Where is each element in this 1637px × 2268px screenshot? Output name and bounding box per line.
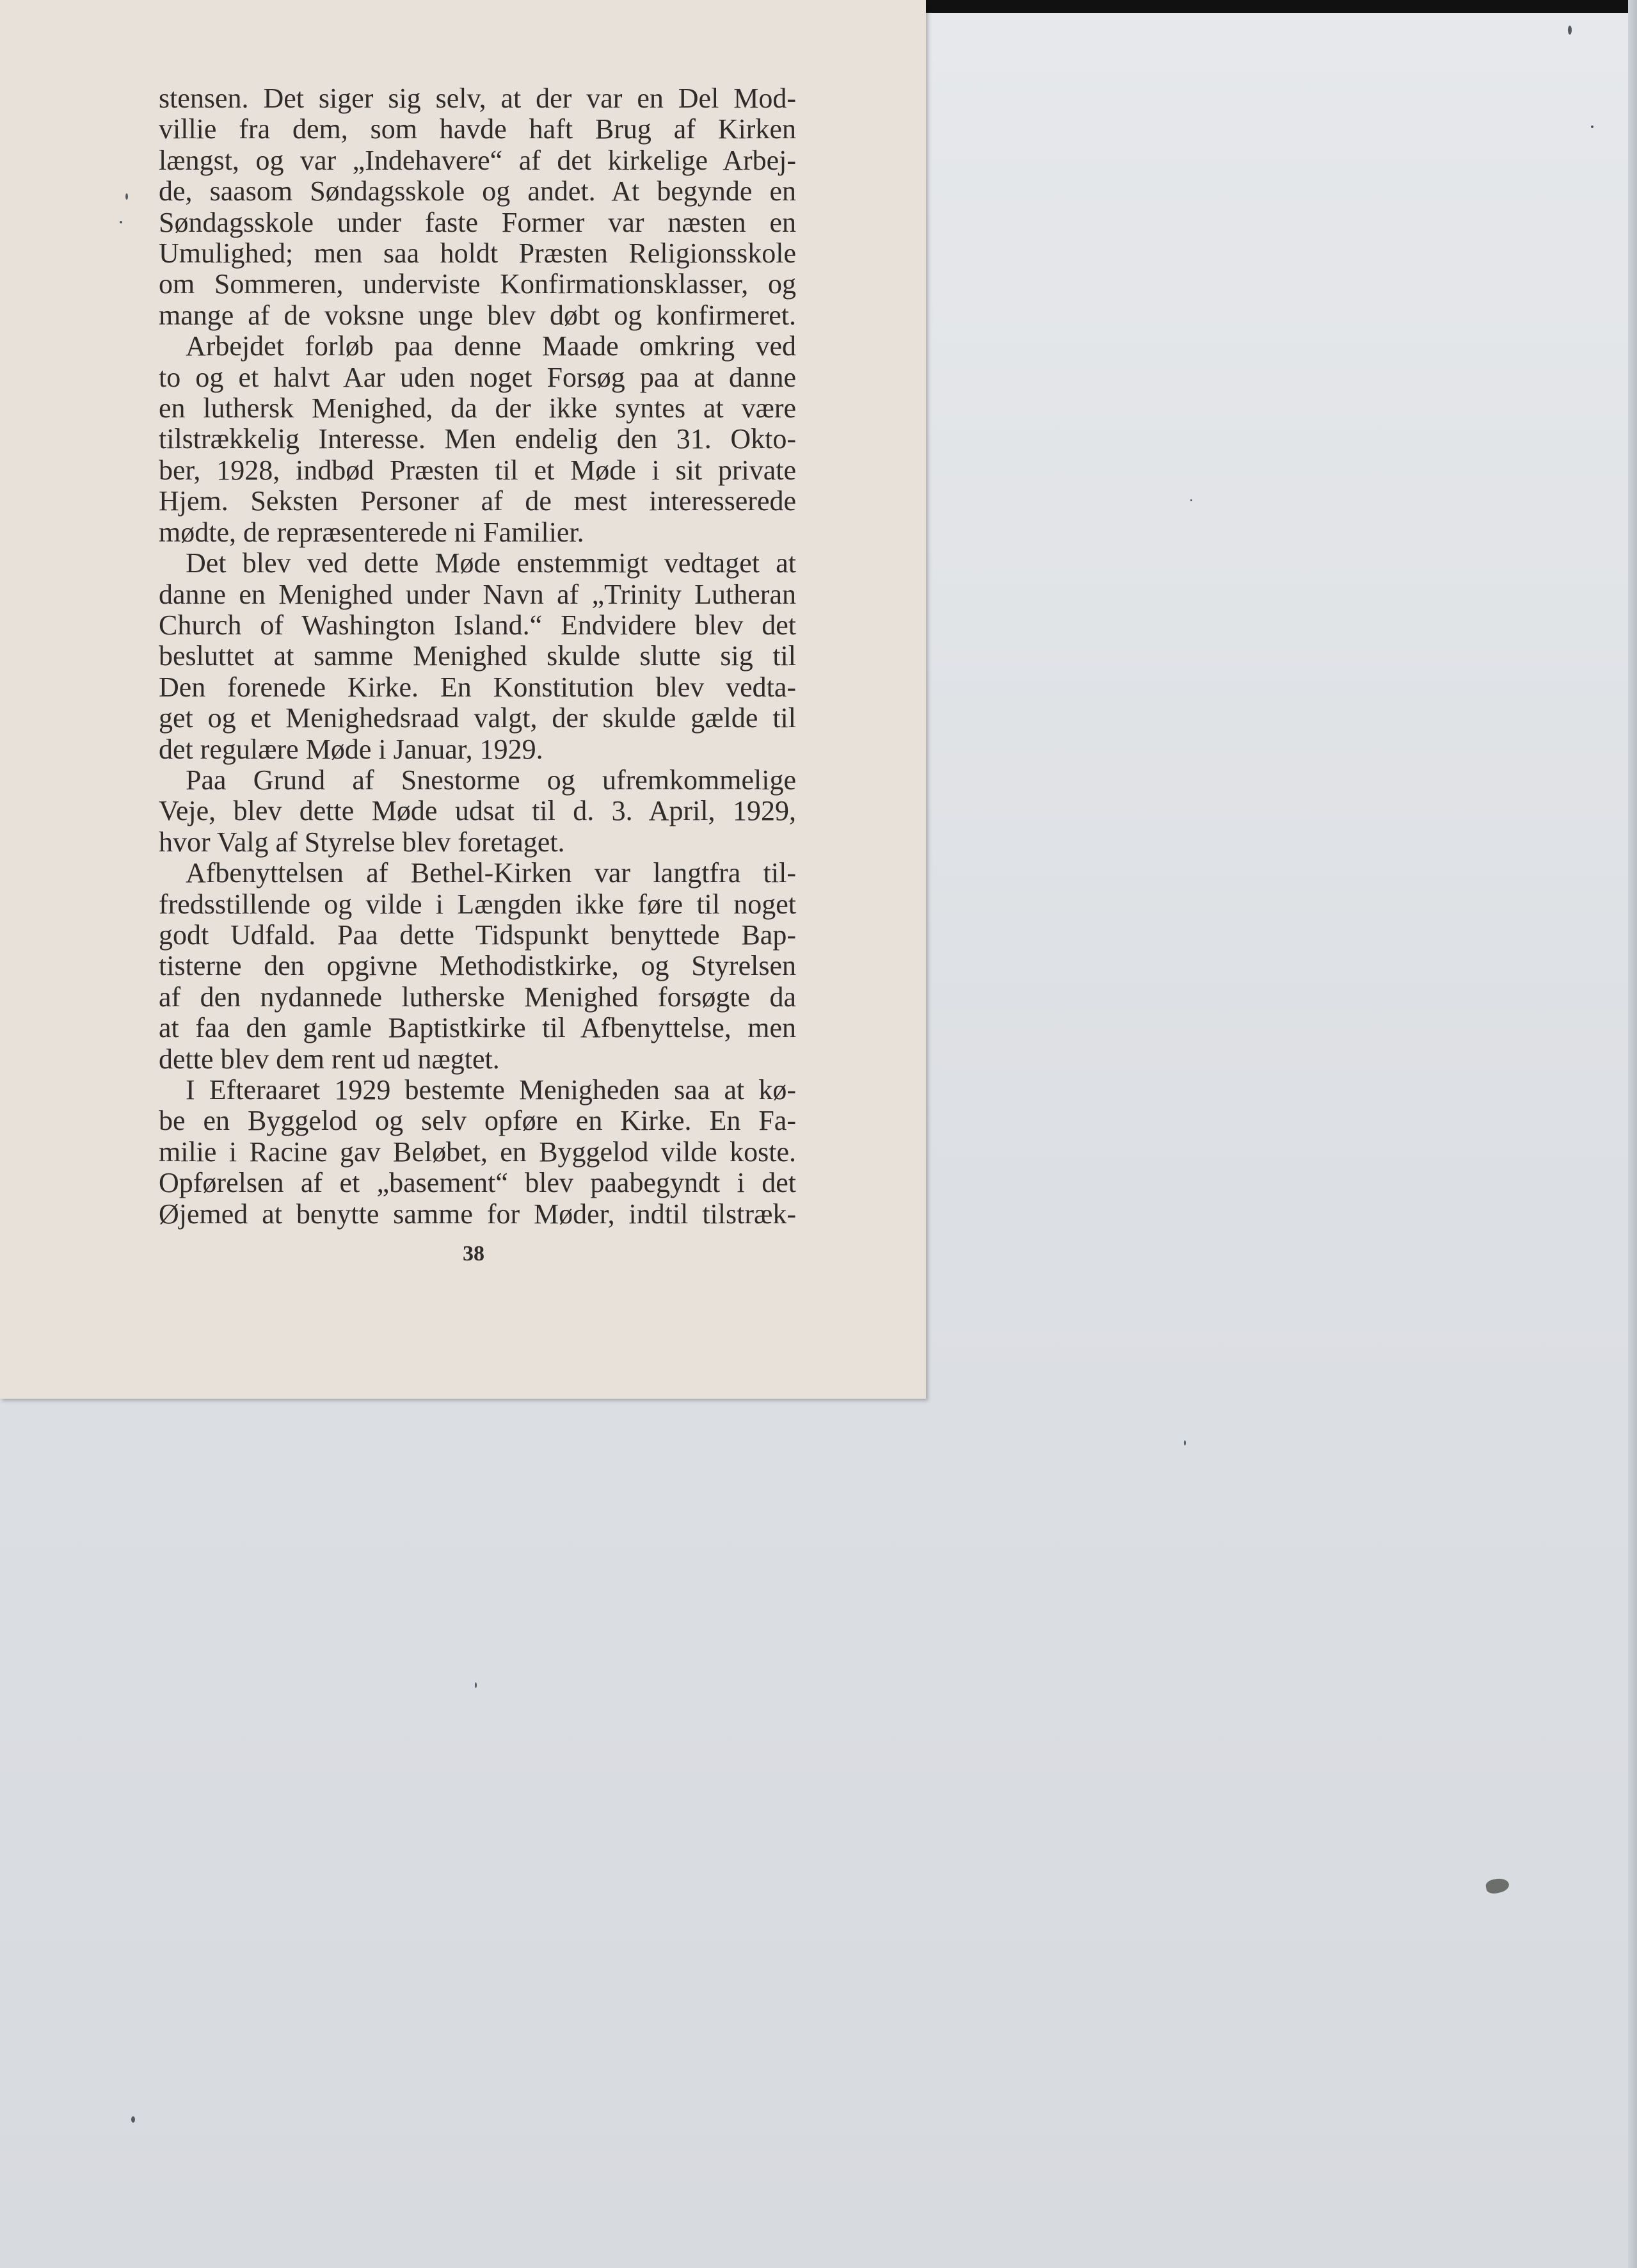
text-line: to og et halvt Aar uden noget Forsøg paa at danne (159, 361, 796, 393)
dust-speck (1190, 499, 1192, 501)
text-line: mange af de voksne unge blev døbt og konfirmeret. (159, 299, 796, 331)
text-line: Den forenede Kirke. En Konstitution blev vedta- (159, 671, 796, 703)
text-line: Opførelsen af et „basement“ blev paabegyndt i det (159, 1167, 796, 1199)
text-line: Veje, blev dette Møde udsat til d. 3. April, 1929, (159, 795, 796, 827)
text-line: Øjemed at benytte samme for Møder, indtil tilstræk- (159, 1198, 796, 1230)
text-line: længst, og var „Indehavere“ af det kirkelige Arbej- (159, 144, 796, 176)
dust-speck (125, 193, 128, 200)
text-line: fredsstillende og vilde i Længden ikke føre til noget (159, 888, 796, 920)
text-line: en luthersk Menighed, da der ikke syntes at være (159, 392, 796, 424)
text-line: danne en Menighed under Navn af „Trinity Lutheran (159, 578, 796, 610)
text-line: om Sommeren, underviste Konfirmationsklasser, og (159, 268, 796, 300)
text-line: Hjem. Seksten Personer af de mest interesserede (159, 485, 796, 517)
text-line: tisterne den opgivne Methodistkirke, og Styrelsen (159, 950, 796, 982)
text-line: Afbenyttelsen af Bethel-Kirken var langtfra til- (186, 857, 796, 889)
dust-speck (1568, 26, 1572, 35)
text-line: godt Udfald. Paa dette Tidspunkt benyttede Bap- (159, 919, 796, 951)
text-line: Det blev ved dette Møde enstemmigt vedtaget at (186, 547, 796, 579)
text-line: besluttet at samme Menighed skulde slutte sig til (159, 640, 796, 672)
text-line: Church of Washington Island.“ Endvidere blev det (159, 609, 796, 641)
text-line: mødte, de repræsenterede ni Familier. (159, 516, 584, 548)
scanner-lid-edge (922, 0, 1637, 13)
text-line: det regulære Møde i Januar, 1929. (159, 733, 543, 765)
dust-speck (1591, 125, 1593, 128)
text-line: Umulighed; men saa holdt Præsten Religionsskole (159, 237, 796, 269)
text-line: af den nydannede lutherske Menighed forsøgte da (159, 981, 796, 1013)
text-line: de, saasom Søndagsskole og andet. At begynde en (159, 175, 796, 207)
text-line: Arbejdet forløb paa denne Maade omkring ved (186, 330, 796, 362)
dust-speck (120, 221, 122, 223)
text-line: Paa Grund af Snestorme og ufremkommelige (186, 764, 796, 796)
text-line: tilstrækkelig Interesse. Men endelig den 31. Okto- (159, 423, 796, 455)
text-line: hvor Valg af Styrelse blev foretaget. (159, 826, 565, 858)
text-line: at faa den gamle Baptistkirke til Afbenyttelse, men (159, 1012, 796, 1044)
dust-speck (1184, 1440, 1186, 1445)
text-line: I Efteraaret 1929 bestemte Menigheden saa at kø- (186, 1074, 796, 1106)
page-number: 38 (463, 1242, 484, 1266)
text-line: dette blev dem rent ud nægtet. (159, 1043, 500, 1075)
scanner-right-edge (1628, 0, 1637, 2268)
book-page (0, 0, 926, 1399)
text-line: Søndagsskole under faste Former var næsten en (159, 206, 796, 238)
text-line: be en Byggelod og selv opføre en Kirke. En Fa- (159, 1105, 796, 1137)
text-line: milie i Racine gav Beløbet, en Byggelod vilde koste. (159, 1136, 796, 1168)
dust-speck (475, 1682, 477, 1688)
dust-speck (131, 2116, 135, 2123)
text-line: villie fra dem, som havde haft Brug af Kirken (159, 113, 796, 145)
body-text (159, 83, 796, 1230)
text-line: get og et Menighedsraad valgt, der skulde gælde til (159, 702, 796, 734)
text-line: stensen. Det siger sig selv, at der var en Del Mod- (159, 83, 796, 114)
text-line: ber, 1928, indbød Præsten til et Møde i sit private (159, 454, 796, 486)
